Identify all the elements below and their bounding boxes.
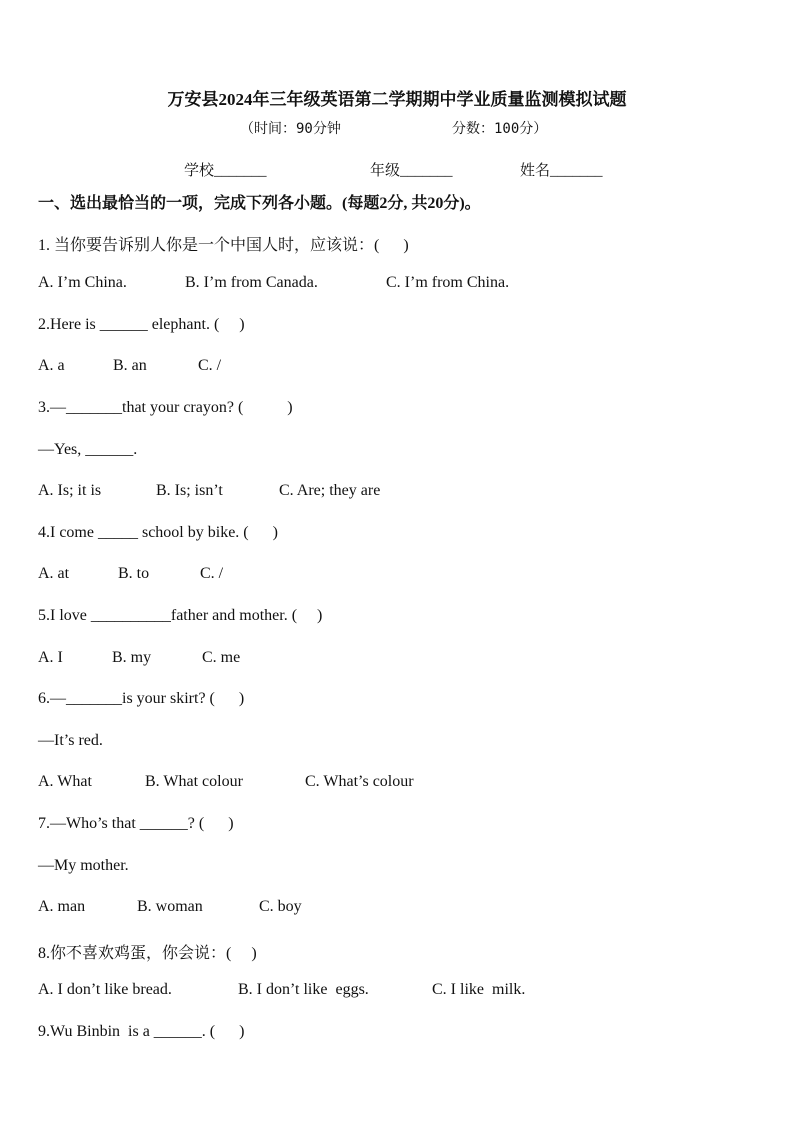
question-7-option-a: A. man — [38, 898, 86, 915]
time-label: （时间：90分钟 — [240, 121, 341, 137]
question-1-option-b: B. I’m from Canada. — [185, 274, 318, 291]
question-9-stem: 9.Wu Binbin is a ______. ( ) — [38, 1023, 245, 1040]
question-7-option-c: C. boy — [259, 898, 302, 915]
question-6-option-b: B. What colour — [145, 773, 243, 790]
question-3-option-a: A. Is; it is — [38, 482, 102, 499]
question-3-option-c: C. Are; they are — [279, 482, 381, 499]
question-7-stem: 7.—Who’s that ______? ( ) — [38, 815, 234, 832]
question-2-option-a: A. a — [38, 357, 65, 374]
question-2-option-c: C. / — [198, 357, 222, 374]
question-5-option-a: A. I — [38, 649, 63, 666]
exam-title: 万安县2024年三年级英语第二学期期中学业质量监测模拟试题 — [167, 90, 627, 109]
question-5-option-b: B. my — [112, 649, 152, 666]
question-1-option-c: C. I’m from China. — [386, 274, 510, 291]
grade-field: 年级_______ — [370, 163, 453, 179]
question-3-option-b: B. Is; isn’t — [156, 482, 223, 499]
question-1-option-a: A. I’m China. — [38, 274, 127, 291]
question-1-stem: 1. 当你要告诉别人你是一个中国人时，应该说：( ) — [38, 237, 409, 254]
question-8-stem: 8.你不喜欢鸡蛋，你会说：( ) — [38, 945, 257, 962]
question-5-option-c: C. me — [202, 649, 241, 666]
score-label: 分数：100分） — [452, 121, 548, 137]
question-3-stem: 3.—_______that your crayon? ( ) — [38, 399, 293, 416]
question-7-option-b: B. woman — [137, 898, 203, 915]
question-8-option-a: A. I don’t like bread. — [38, 981, 172, 998]
question-2-stem: 2.Here is ______ elephant. ( ) — [38, 316, 245, 333]
question-4-option-c: C. / — [200, 565, 224, 582]
question-6-reply: —It’s red. — [38, 732, 103, 749]
question-6-stem: 6.—_______is your skirt? ( ) — [38, 690, 245, 707]
name-field: 姓名_______ — [520, 163, 603, 179]
section-heading: 一、选出最恰当的一项，完成下列各小题。(每题2分, 共20分)。 — [38, 195, 481, 212]
question-4-option-a: A. at — [38, 565, 70, 582]
question-6-option-a: A. What — [38, 773, 92, 790]
question-7-reply: —My mother. — [38, 857, 129, 874]
question-5-stem: 5.I love __________father and mother. ( ) — [38, 607, 323, 624]
school-field: 学校_______ — [184, 163, 267, 179]
question-4-option-b: B. to — [118, 565, 150, 582]
question-4-stem: 4.I come _____ school by bike. ( ) — [38, 524, 278, 541]
question-8-option-c: C. I like milk. — [432, 981, 526, 998]
question-2-option-b: B. an — [113, 357, 147, 374]
question-6-option-c: C. What’s colour — [305, 773, 414, 790]
question-8-option-b: B. I don’t like eggs. — [238, 981, 369, 998]
question-3-reply: —Yes, ______. — [38, 441, 138, 458]
